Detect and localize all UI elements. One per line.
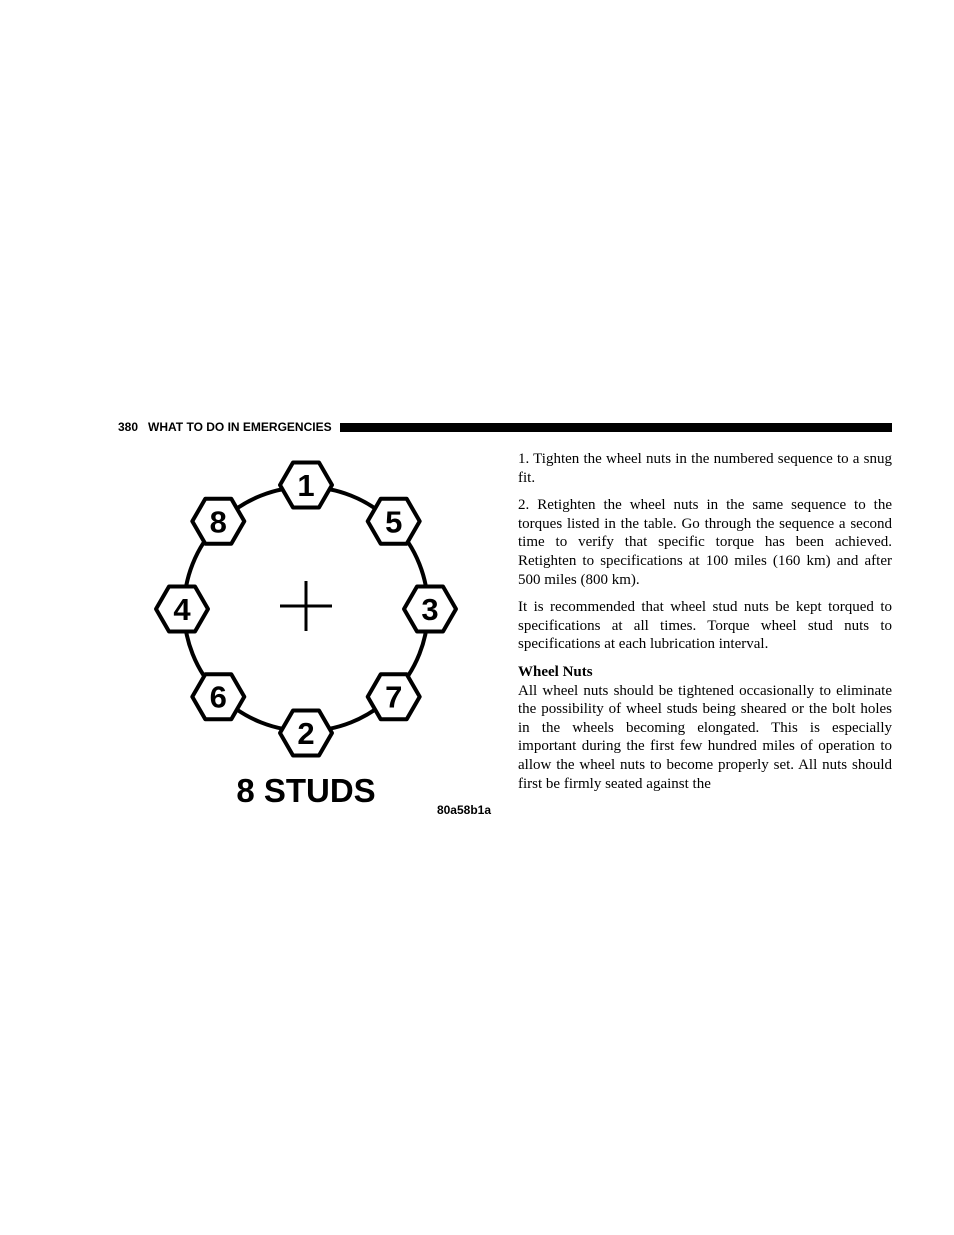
- wheel-nut-number: 3: [421, 592, 439, 627]
- wheel-nut-number: 5: [385, 504, 403, 540]
- wheel-nut-1: [280, 463, 332, 508]
- wheel-nut-2: [280, 711, 332, 756]
- wheel-nut-number: 2: [297, 716, 315, 751]
- figure-title: 8 STUDS: [236, 772, 376, 809]
- center-crosshair-icon: [280, 581, 332, 631]
- step-2-paragraph: 2. Retighten the wheel nuts in the same sequence to the torques listed in the table. Go through the sequence a second time to verify that specific torque has been achieved. Retighten to specifications at 100 miles (160 km) and after 500 miles (800 km).: [518, 497, 892, 588]
- header-rule: [340, 423, 892, 432]
- wheel-nuts-heading: Wheel Nuts: [518, 663, 593, 680]
- wheel-nut-number: 6: [209, 679, 227, 715]
- wheel-nut-3: [404, 587, 456, 632]
- wheel-nut-8: [192, 499, 244, 544]
- stud-sequence-diagram: [140, 448, 500, 826]
- figure-code: 80a58b1a: [436, 803, 491, 817]
- wheel-nuts-paragraph: All wheel nuts should be tightened occasionally to eliminate the possibility of wheel studs being sheared or the bolt holes in the wheels becoming elongated. This is especially important during the first few hundred miles of operation to allow the wheel nuts to become properly set. All nuts should first be firmly seated against the: [518, 682, 892, 792]
- page-header: [118, 419, 892, 435]
- wheel-nut-number: 4: [173, 592, 191, 627]
- page-number: 380: [118, 420, 139, 434]
- wheel-nut-number: 8: [209, 504, 227, 540]
- step-1-paragraph: 1. Tighten the wheel nuts in the numbered sequence to a snug fit.: [518, 451, 892, 486]
- section-title: WHAT TO DO IN EMERGENCIES: [148, 420, 332, 434]
- wheel-nut-7: [368, 674, 420, 719]
- wheel-nut-5: [368, 499, 420, 544]
- recommendation-paragraph: It is recommended that wheel stud nuts be kept torqued to specifications at all times. Torque wheel stud nuts to specifications at each lubrication interval.: [518, 599, 892, 653]
- wheel-nut-number: 1: [297, 468, 315, 503]
- wheel-nut-6: [192, 674, 244, 719]
- wheel-nut-number: 7: [385, 679, 403, 715]
- instructions-column: [518, 450, 892, 793]
- wheel-nut-4: [156, 587, 208, 632]
